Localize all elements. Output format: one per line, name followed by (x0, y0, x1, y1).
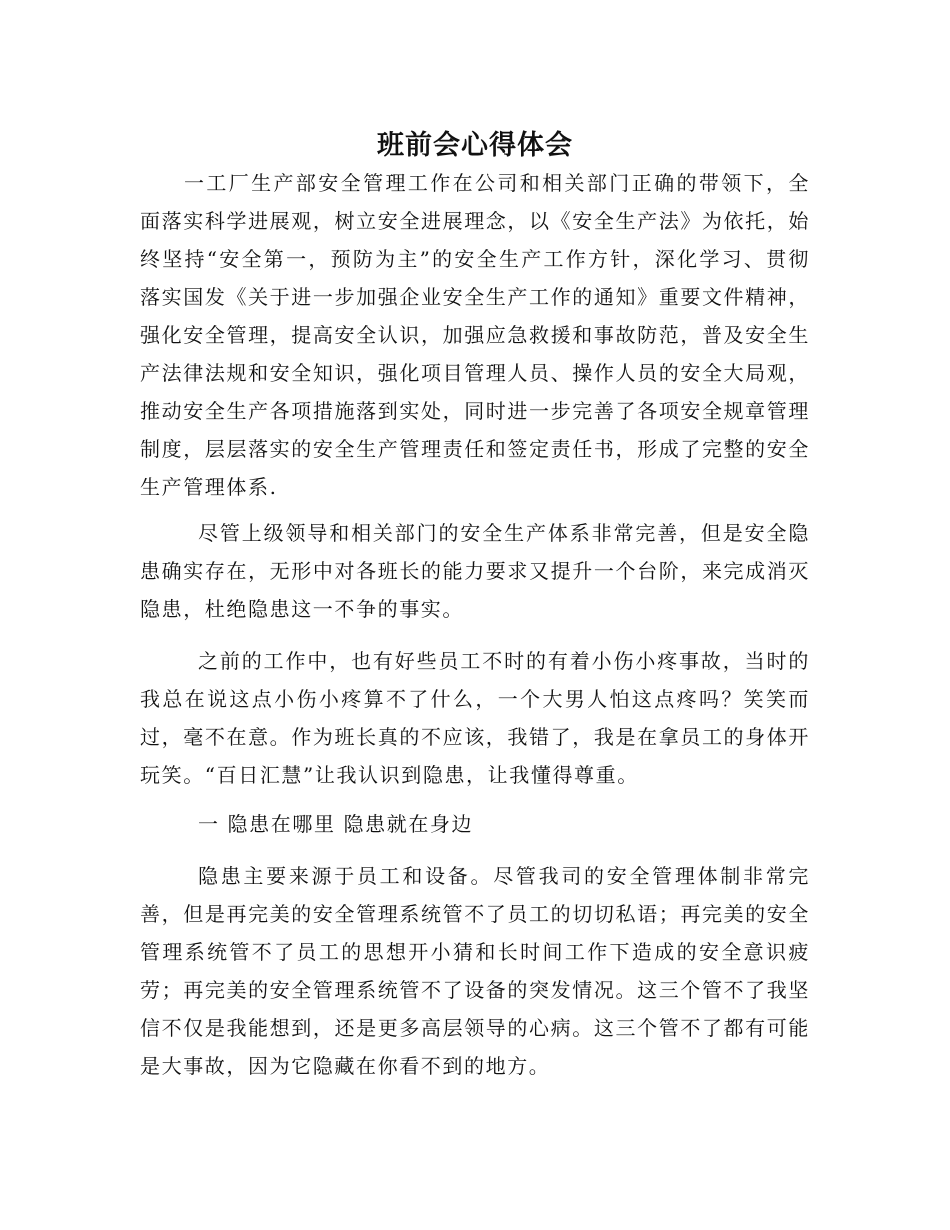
paragraph-safety-management: 一工厂生产部安全管理工作在公司和相关部门正确的带领下，全面落实科学进展观，树立安全进展理念，以《安全生产法》为依托，始终坚持“安全第一，预防为主”的安全生产工作方针，深化学习、贯彻落实国发《关于进一步加强企业安全生产工作的通知》重要文件精神，强化安全管理，提高安全认识，加强应急救援和事故防范，普及安全生产法律法规和安全知识，强化项目管理人员、操作人员的安全大局观，推动安全生产各项措施落到实处，同时进一步完善了各项安全规章管理制度，层层落实的安全生产管理责任和签定责任书，形成了完整的安全生产管理体系. (140, 171, 810, 499)
section-heading: 一 隐患在哪里 隐患就在身边 (198, 812, 474, 836)
document-title: 班前会心得体会 (377, 130, 573, 162)
paragraph-past-work: 之前的工作中，也有好些员工不时的有着小伤小疼事故，当时的我总在说这点小伤小疼算不了什么，一个大男人怕这点疼吗？笑笑而过，毫不在意。作为班长真的不应该，我错了，我是在拿员工的身体开玩笑。“百日汇慧”让我认识到隐患，让我懂得尊重。 (140, 649, 810, 787)
paragraph-danger-sources: 隐患主要来源于员工和设备。尽管我司的安全管理体制非常完善，但是再完美的安全管理系统管不了员工的切切私语；再完美的安全管理系统管不了员工的思想开小猜和长时间工作下造成的安全意识疲劳；再完美的安全管理系统管不了设备的突发情况。这三个管不了我坚信不仅是我能想到，还是更多高层领导的心病。这三个管不了都有可能是大事故，因为它隐藏在你看不到的地方。 (140, 864, 810, 1078)
paragraph-hidden-dangers: 尽管上级领导和相关部门的安全生产体系非常完善，但是安全隐患确实存在，无形中对各班长的能力要求又提升一个台阶，来完成消灭隐患，杜绝隐患这一不争的事实。 (140, 521, 810, 621)
